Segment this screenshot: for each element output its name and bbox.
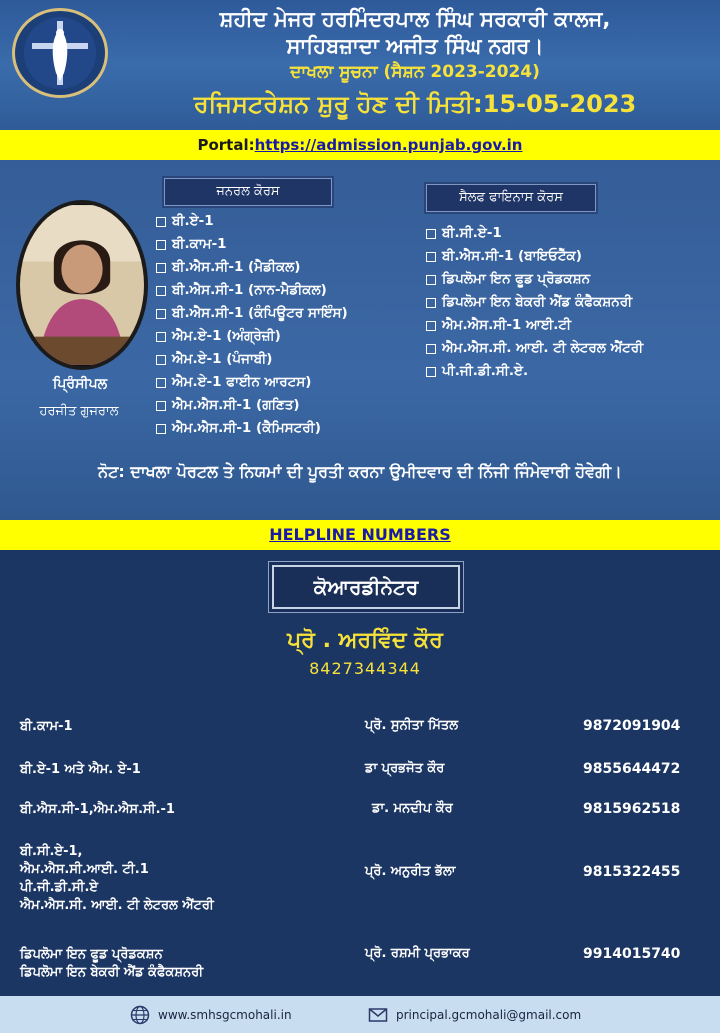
college-name-line2: ਸਾਹਿਬਜ਼ਾਦਾ ਅਜੀਤ ਸਿੰਘ ਨਗਰ। <box>286 34 544 58</box>
contact-teacher: ਪ੍ਰੋ. ਸੁਨੀਤਾ ਮਿੱਤਲ <box>365 718 459 733</box>
checkbox-icon <box>156 240 166 250</box>
contact-phone: 9872091904 <box>583 718 681 734</box>
self-finance-course-item-label: ਬੀ.ਐਸ.ਸੀ-1 (ਬਾਇਓਟੈੱਕ) <box>442 248 582 264</box>
dove-icon <box>20 15 100 91</box>
general-courses-header: ਜਨਰਲ ਕੋਰਸ <box>164 178 332 206</box>
general-course-item <box>156 210 348 233</box>
checkbox-icon <box>156 424 166 434</box>
general-course-item-label: ਬੀ.ਏ-1 <box>172 213 214 229</box>
contact-teacher: ਪ੍ਰੋ. ਰਸ਼ਮੀ ਪ੍ਰਭਾਕਰ <box>365 946 470 961</box>
self-finance-course-item <box>426 314 643 337</box>
contact-course: ਬੀ.ਐਸ.ਸੀ-1,ਐਮ.ਐਸ.ਸੀ.-1 <box>20 802 175 817</box>
checkbox-icon <box>156 217 166 227</box>
checkbox-icon <box>156 401 166 411</box>
general-course-item <box>156 302 348 325</box>
general-course-item <box>156 256 348 279</box>
general-course-item <box>156 394 348 417</box>
checkbox-icon <box>426 344 436 354</box>
self-finance-courses-list <box>426 222 643 383</box>
self-finance-course-item-label: ਡਿਪਲੋਮਾ ਇਨ ਬੇਕਰੀ ਐਂਡ ਕੰਫੈਕਸ਼ਨਰੀ <box>442 294 633 310</box>
contact-teacher: ਪ੍ਰੋ. ਅਨੁਰੀਤ ਭੱਲਾ <box>365 864 456 879</box>
principal-name: ਹਰਜੀਤ ਗੁਜਰਾਲ <box>39 404 119 419</box>
checkbox-icon <box>426 321 436 331</box>
checkbox-icon <box>426 298 436 308</box>
general-course-item-label: ਬੀ.ਕਾਮ-1 <box>172 236 227 252</box>
helpline-title: HELPLINE NUMBERS <box>0 520 720 550</box>
general-course-item-label: ਬੀ.ਐਸ.ਸੀ-1 (ਨਾਨ-ਮੈਡੀਕਲ) <box>172 282 327 298</box>
self-finance-course-item <box>426 222 643 245</box>
website-link[interactable]: www.smhsgcmohali.in <box>158 1008 292 1022</box>
principal-title: ਪ੍ਰਿੰਸੀਪਲ <box>52 376 108 392</box>
self-finance-course-item <box>426 360 643 383</box>
general-course-item-label: ਐਮ.ਏ-1 (ਅੰਗ੍ਰੇਜ਼ੀ) <box>172 328 281 344</box>
contact-course: ਡਿਪਲੋਮਾ ਇਨ ਫੂਡ ਪ੍ਰੋਡਕਸ਼ਨ ਡਿਪਲੋਮਾ ਇਨ ਬੇਕਰੀ ਐਂਡ ਕੰਫੈਕਸ਼ਨਰੀ <box>20 947 204 980</box>
principal-portrait <box>20 204 144 366</box>
checkbox-icon <box>156 286 166 296</box>
self-finance-course-item-label: ਬੀ.ਸੀ.ਏ-1 <box>442 225 502 241</box>
contact-teacher: ਡਾ ਪ੍ਰਭਜੋਤ ਕੌਰ <box>365 761 445 776</box>
contact-phone: 9914015740 <box>583 946 681 962</box>
footer-website[interactable] <box>130 1004 292 1026</box>
self-finance-course-item <box>426 268 643 291</box>
general-course-item <box>156 417 348 440</box>
email-icon <box>368 1005 388 1025</box>
globe-icon <box>130 1005 150 1025</box>
self-finance-course-item-label: ਪੀ.ਜੀ.ਡੀ.ਸੀ.ਏ. <box>442 363 529 379</box>
contact-course: ਬੀ.ਸੀ.ਏ-1, ਐਮ.ਐਸ.ਸੀ.ਆਈ. ਟੀ.1 ਪੀ.ਜੀ.ਡੀ.ਸੀ.ਏ ਐਮ.ਐਸ.ਸੀ. ਆਈ. ਟੀ ਲੇਟਰਲ ਐਂਟਰੀ <box>20 844 214 913</box>
general-course-item-label: ਬੀ.ਐਸ.ਸੀ-1 (ਕੰਪਿਊਟਰ ਸਾਇੰਸ) <box>172 305 348 321</box>
contact-phone: 9815322455 <box>583 864 681 880</box>
self-finance-course-item <box>426 291 643 314</box>
self-finance-course-item-label: ਡਿਪਲੋਮਾ ਇਨ ਫੂਡ ਪ੍ਰੋਡਕਸ਼ਨ <box>442 271 591 287</box>
college-name <box>110 6 720 60</box>
general-course-item-label: ਐਮ.ਏ-1 (ਪੰਜਾਬੀ) <box>172 351 273 367</box>
general-course-item-label: ਐਮ.ਐਸ.ਸੀ-1 (ਗਣਿਤ) <box>172 397 300 413</box>
footer-email[interactable] <box>368 1004 581 1026</box>
coordinator-label: ਕੋਆਰਡੀਨੇਟਰ <box>272 565 460 609</box>
email-link[interactable]: principal.gcmohali@gmail.com <box>396 1008 582 1022</box>
checkbox-icon <box>426 229 436 239</box>
portal-bar <box>0 130 720 160</box>
portal-link[interactable]: https://admission.punjab.gov.in <box>254 136 523 154</box>
contact-phone: 9855644472 <box>583 761 681 777</box>
portal-label: Portal: <box>197 136 255 154</box>
self-finance-course-item <box>426 245 643 268</box>
checkbox-icon <box>426 367 436 377</box>
checkbox-icon <box>426 252 436 262</box>
general-course-item <box>156 371 348 394</box>
registration-date: ਰਜਿਸਟਰੇਸ਼ਨ ਸ਼ੁਰੂ ਹੋਣ ਦੀ ਮਿਤੀ:15-05-2023 <box>193 90 637 118</box>
college-logo <box>12 8 108 98</box>
college-name-line1: ਸ਼ਹੀਦ ਮੇਜਰ ਹਰਮਿੰਦਰਪਾਲ ਸਿੰਘ ਸਰਕਾਰੀ ਕਾਲਜ, <box>219 7 611 31</box>
checkbox-icon <box>156 263 166 273</box>
general-course-item-label: ਬੀ.ਐਸ.ਸੀ-1 (ਮੈਡੀਕਲ) <box>172 259 301 275</box>
general-courses-list <box>156 210 348 440</box>
checkbox-icon <box>156 378 166 388</box>
coordinator-phone: 8427344344 <box>309 659 421 678</box>
footer <box>0 996 720 1033</box>
general-course-item <box>156 325 348 348</box>
general-course-item-label: ਐਮ.ਐਸ.ਸੀ-1 (ਕੈਮਿਸਟਰੀ) <box>172 420 321 436</box>
principal-photo <box>16 200 148 370</box>
checkbox-icon <box>156 309 166 319</box>
contact-phone: 9815962518 <box>583 801 681 817</box>
general-course-item-label: ਐਮ.ਏ-1 ਫਾਈਨ ਆਰਟਸ) <box>172 374 312 390</box>
general-course-item <box>156 348 348 371</box>
self-finance-courses-header: ਸੈਲਫ ਫਾਇਨਾਸ ਕੋਰਸ <box>426 184 596 212</box>
admission-note: ਨੋਟ: ਦਾਖਲਾ ਪੋਰਟਲ ਤੇ ਨਿਯਮਾਂ ਦੀ ਪੂਰਤੀ ਕਰਨਾ ਉਮੀਦਵਾਰ ਦੀ ਨਿੱਜੀ ਜਿੰਮੇਵਾਰੀ ਹੋਵੇਗੀ। <box>98 462 622 481</box>
checkbox-icon <box>426 275 436 285</box>
admission-session: ਦਾਖਲਾ ਸੂਚਨਾ (ਸੈਸ਼ਨ 2023-2024) <box>290 62 540 82</box>
contact-course: ਬੀ.ਏ-1 ਅਤੇ ਐਮ. ਏ-1 <box>20 762 141 777</box>
contact-course: ਬੀ.ਕਾਮ-1 <box>20 719 73 734</box>
general-course-item <box>156 279 348 302</box>
checkbox-icon <box>156 355 166 365</box>
header-banner <box>0 0 720 130</box>
self-finance-course-item-label: ਐਮ.ਐਸ.ਸੀ-1 ਆਈ.ਟੀ <box>442 317 572 333</box>
coordinator-name: ਪ੍ਰੋ . ਅਰਵਿੰਦ ਕੌਰ <box>287 628 443 653</box>
contact-teacher: ਡਾ. ਮਨਦੀਪ ਕੌਰ <box>372 801 453 816</box>
self-finance-course-item <box>426 337 643 360</box>
general-course-item <box>156 233 348 256</box>
self-finance-course-item-label: ਐਮ.ਐਸ.ਸੀ. ਆਈ. ਟੀ ਲੇਟਰਲ ਐਂਟਰੀ <box>442 340 644 356</box>
checkbox-icon <box>156 332 166 342</box>
